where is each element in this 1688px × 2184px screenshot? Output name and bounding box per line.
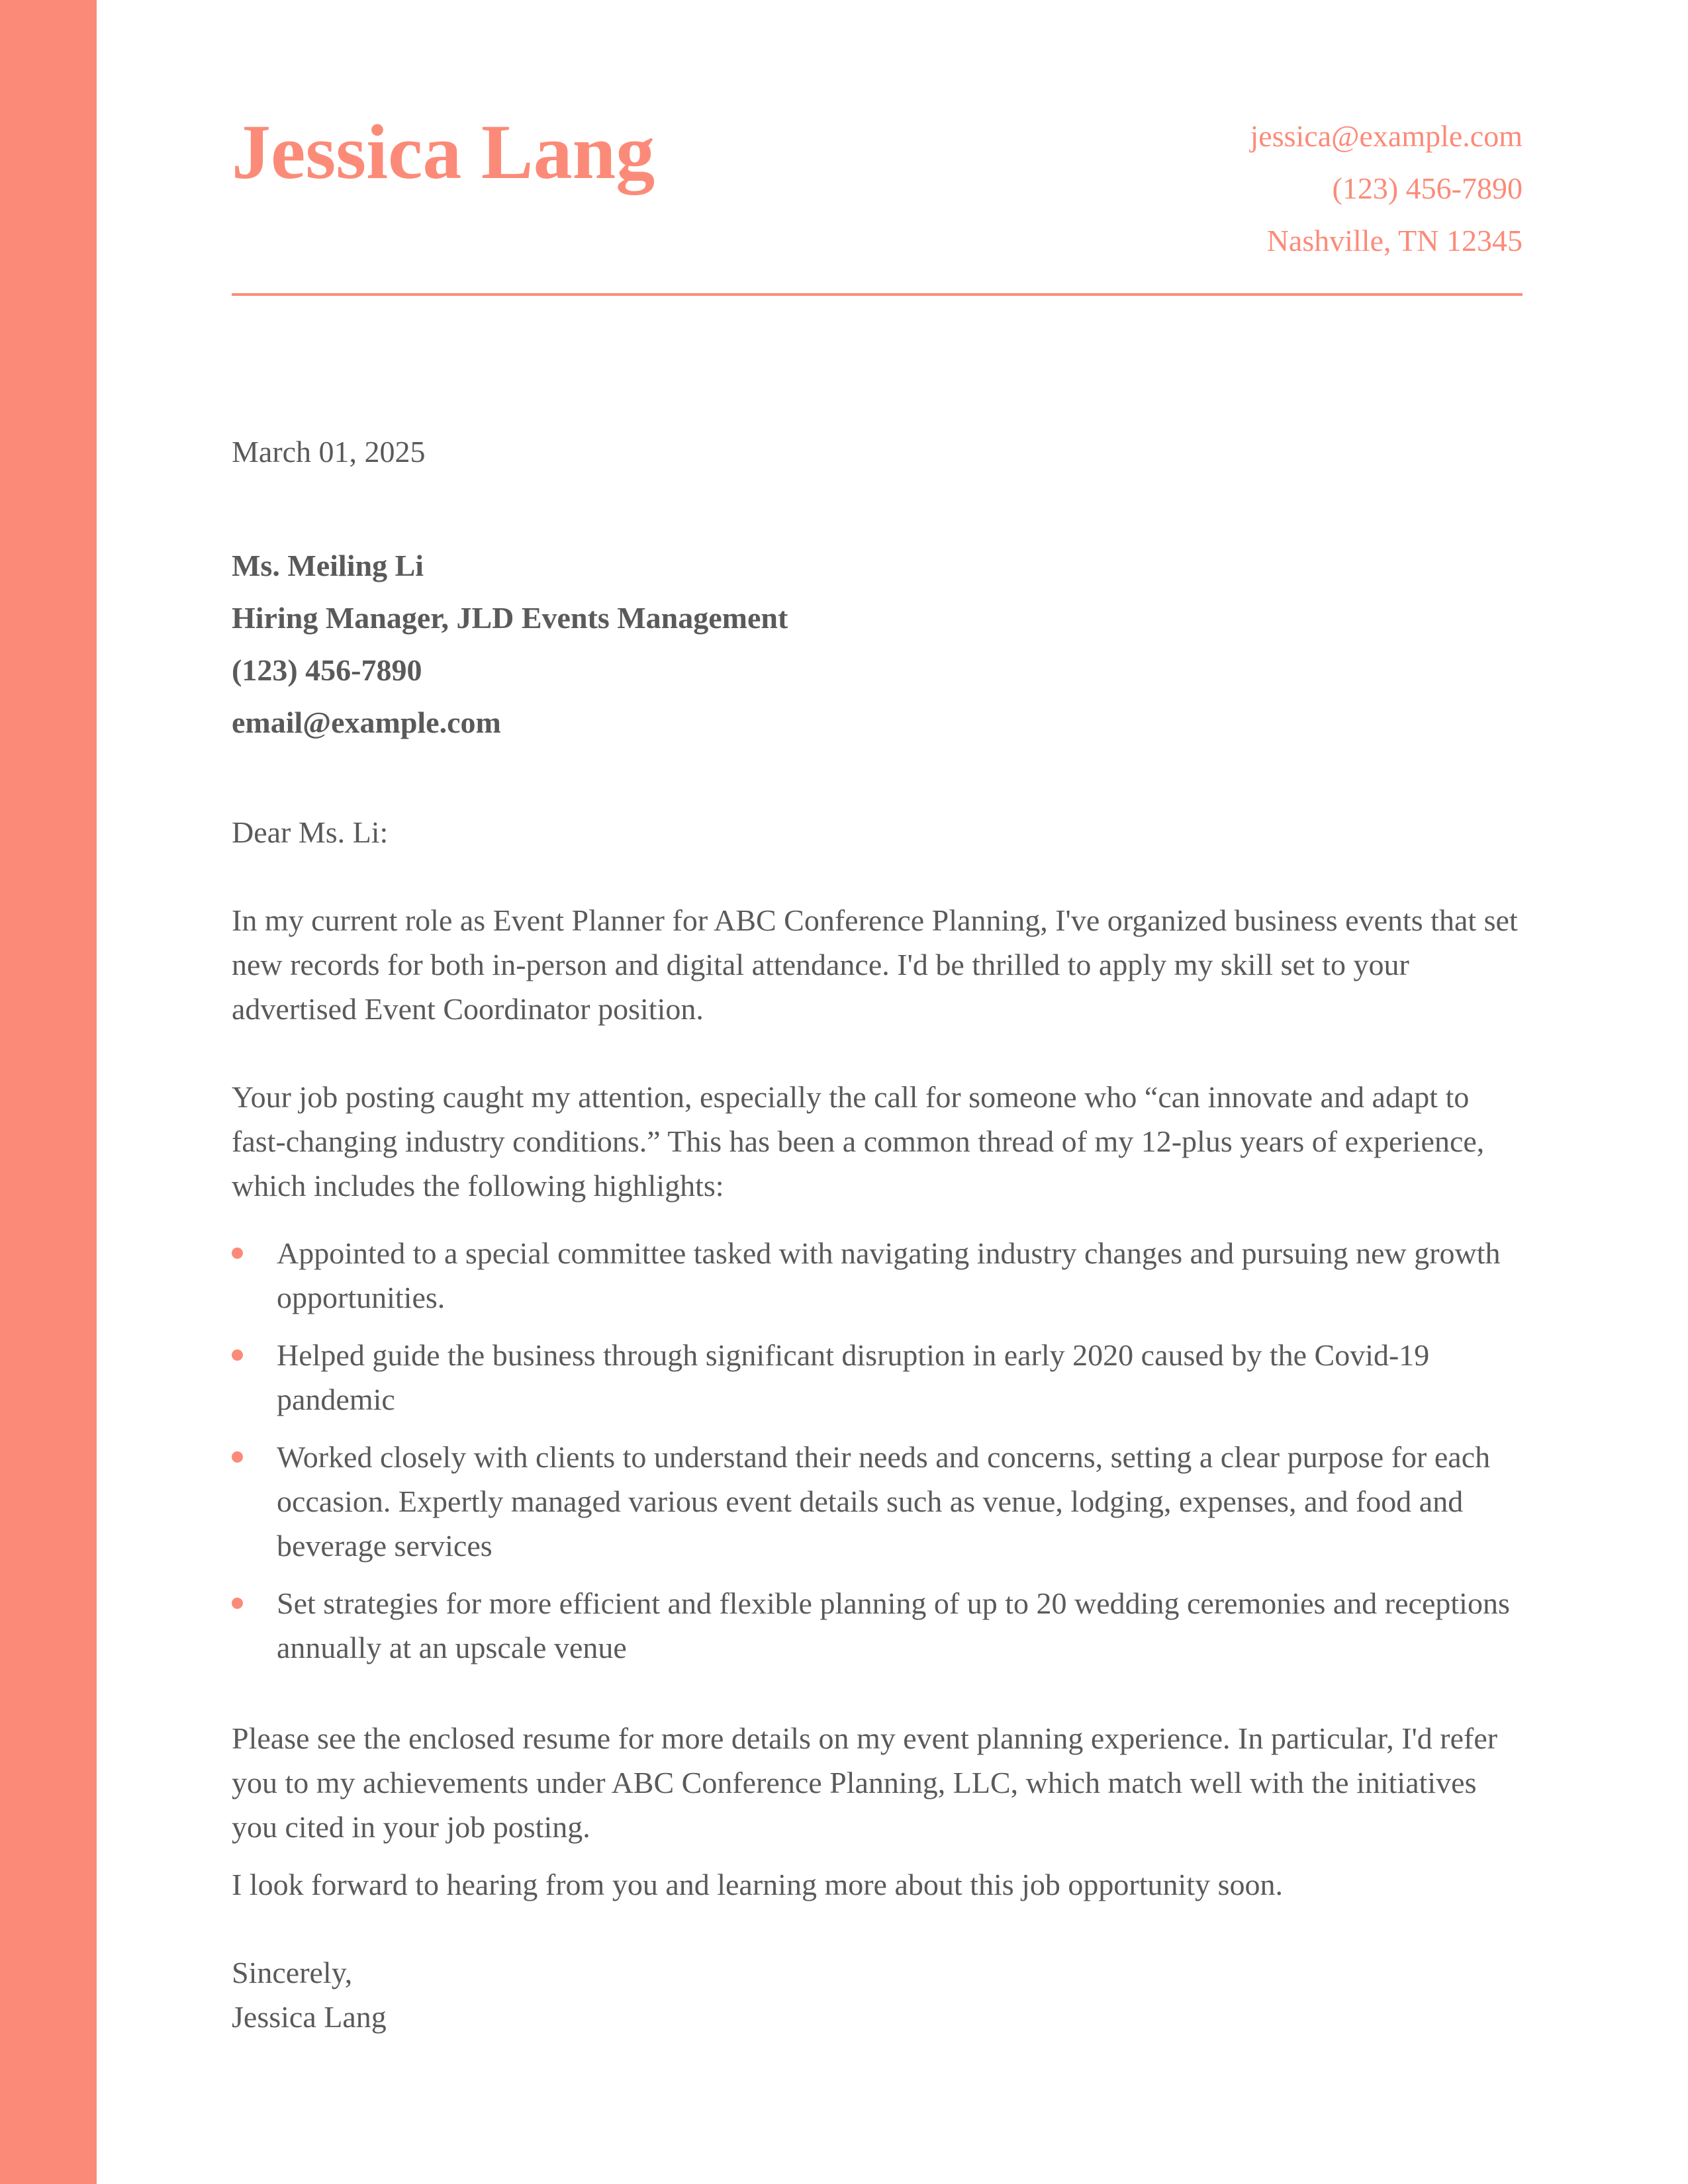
- recipient-title: Hiring Manager, JLD Events Management: [232, 601, 788, 635]
- recipient-block: [232, 539, 788, 749]
- contact-location: Nashville, TN 12345: [1266, 224, 1523, 257]
- cover-letter-page: [232, 0, 1523, 2184]
- paragraph-highlights-intro: Your job posting caught my attention, especially the call for someone who “can innovate and adapt to fast-changing industry conditions.” This has been a common thread of my 12-plus years of experience, which includes the following highlights:: [232, 1080, 1485, 1203]
- bullet-icon: [232, 1349, 243, 1361]
- accent-sidebar: [0, 0, 97, 2184]
- letter-body: [232, 810, 1523, 2039]
- recipient-name: Ms. Meiling Li: [232, 549, 424, 582]
- signature-block: [232, 1950, 1523, 2039]
- paragraph-intro: In my current role as Event Planner for ABC Conference Planning, I've organized business events that set new records for both in-person and digital attendance. I'd be thrilled to apply my skill set to your advertised Event Coordinator position.: [232, 903, 1518, 1026]
- list-item: [232, 1435, 1523, 1568]
- bullet-icon: [232, 1248, 243, 1259]
- list-item: [232, 1333, 1523, 1422]
- paragraph-resume: Please see the enclosed resume for more details on my event planning experience. In particular, I'd refer you to my achievements under ABC Conference Planning, LLC, which match well with the initiatives you cited in your job posting.: [232, 1721, 1498, 1844]
- highlights-list: [232, 1231, 1523, 1670]
- highlight-text: Appointed to a special committee tasked with navigating industry changes and pursuing new growth opportunities.: [277, 1236, 1501, 1314]
- contact-info: [1250, 110, 1523, 267]
- bullet-icon: [232, 1451, 243, 1463]
- list-item: [232, 1581, 1523, 1670]
- letter-date: March 01, 2025: [232, 435, 426, 469]
- recipient-email[interactable]: email@example.com: [232, 705, 501, 739]
- salutation: Dear Ms. Li:: [232, 815, 389, 849]
- signature-name: Jessica Lang: [232, 2000, 387, 2034]
- highlight-text: Set strategies for more efficient and flexible planning of up to 20 wedding ceremonies and receptions annually at an upscale venue: [277, 1586, 1510, 1664]
- highlight-text: Worked closely with clients to understand their needs and concerns, setting a clear purpose for each occasion. Expertly managed various event details such as venue, lodging, expenses, and food and beverage services: [277, 1440, 1491, 1563]
- applicant-name: Jessica Lang: [232, 109, 655, 195]
- closing: Sincerely,: [232, 1956, 353, 1989]
- header-divider: [232, 293, 1523, 296]
- bullet-icon: [232, 1598, 243, 1609]
- recipient-phone: (123) 456-7890: [232, 653, 422, 687]
- list-item: [232, 1231, 1523, 1320]
- contact-phone: (123) 456-7890: [1332, 171, 1523, 205]
- contact-email[interactable]: jessica@example.com: [1250, 119, 1523, 153]
- highlight-text: Helped guide the business through significant disruption in early 2020 caused by the Covid-19 pandemic: [277, 1338, 1430, 1416]
- paragraph-closing: I look forward to hearing from you and learning more about this job opportunity soon.: [232, 1868, 1283, 1901]
